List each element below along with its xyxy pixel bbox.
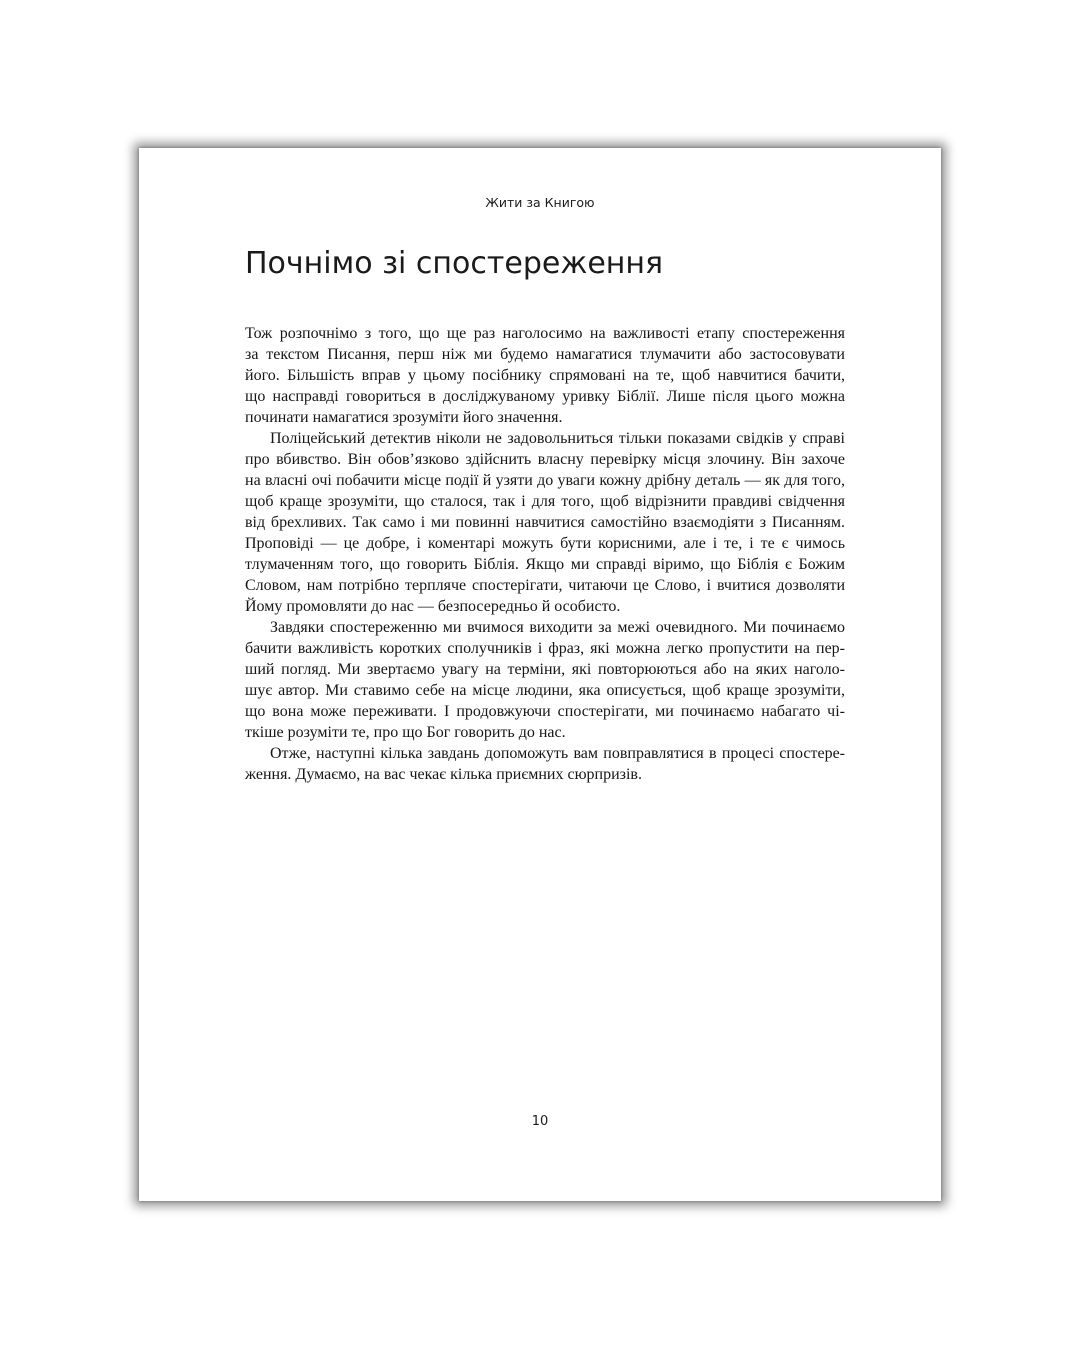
text-line: Поліцейський детектив ніколи не задовольниться тільки показами свідків у справі — [270, 430, 845, 447]
text-line: ження. Думаємо, на вас чекає кілька приємних сюрпризів. — [245, 766, 642, 783]
paragraph-3 — [245, 617, 845, 743]
text-line: Проповіді — це добре, і коментарі можуть бути корисними, але і те, і те є чимось — [245, 535, 845, 552]
text-line: Словом, нам потрібно терпляче спостерігати, читаючи це Слово, і вчитися дозволяти — [245, 577, 845, 594]
text-line: починати намагатися зрозуміти його значення. — [245, 409, 563, 426]
running-head: Жити за Книгою — [485, 195, 595, 210]
page-title: Почнімо зі спостереження — [245, 246, 664, 281]
text-line: на власні очі побачити місце події й узяти до уваги кожну дрібну деталь — як для того, — [245, 472, 845, 489]
text-line: Йому промовляти до нас — безпосередньо й особисто. — [245, 598, 621, 615]
text-line: від брехливих. Так само і ми повинні навчитися самостійно взаємодіяти з Писанням. — [245, 514, 845, 531]
text-line: ший погляд. Ми звертаємо увагу на терміни, які повторюються або на яких наголо- — [245, 661, 845, 678]
text-line: шує автор. Ми ставимо себе на місце людини, яка описується, щоб краще зрозуміти, — [245, 682, 845, 699]
text-line: Отже, наступні кілька завдань допоможуть вам повправлятися в процесі спостере- — [270, 745, 845, 762]
text-line: що вона може переживати. І продовжуючи спостерігати, ми починаємо набагато чі- — [245, 703, 845, 720]
book-page — [139, 148, 941, 1201]
paragraph-4 — [245, 743, 845, 785]
paragraph-2 — [245, 428, 845, 617]
text-line: що насправді говориться в досліджуваному уривку Біблії. Лише після цього можна — [245, 388, 845, 405]
text-line: Тож розпочнімо з того, що ще раз наголосимо на важливості етапу спостереження — [245, 325, 845, 342]
text-line: бачити важливість коротких сполучників і фраз, які можна легко пропустити на пер- — [245, 640, 845, 657]
text-line: про вбивство. Він обов’язково здійснить власну перевірку місця злочину. Він захоче — [245, 451, 845, 468]
page-number: 10 — [531, 1114, 549, 1129]
text-line: Завдяки спостереженню ми вчимося виходити за межі очевидного. Ми починаємо — [270, 619, 845, 636]
text-line: ткіше розуміти те, про що Бог говорить до нас. — [245, 724, 566, 741]
paragraph-1 — [245, 323, 845, 428]
text-line: за текстом Писання, перш ніж ми будемо намагатися тлумачити або застосовувати — [245, 346, 845, 363]
text-line: щоб краще зрозуміти, що сталося, так і для того, щоб відрізнити правдиві свідчення — [245, 493, 845, 510]
text-line: його. Більшість вправ у цьому посібнику спрямовані на те, щоб навчитися бачити, — [245, 367, 845, 384]
body-text — [245, 323, 845, 785]
text-line: тлумаченням того, що говорить Біблія. Якщо ми справді віримо, що Біблія є Божим — [245, 556, 845, 573]
